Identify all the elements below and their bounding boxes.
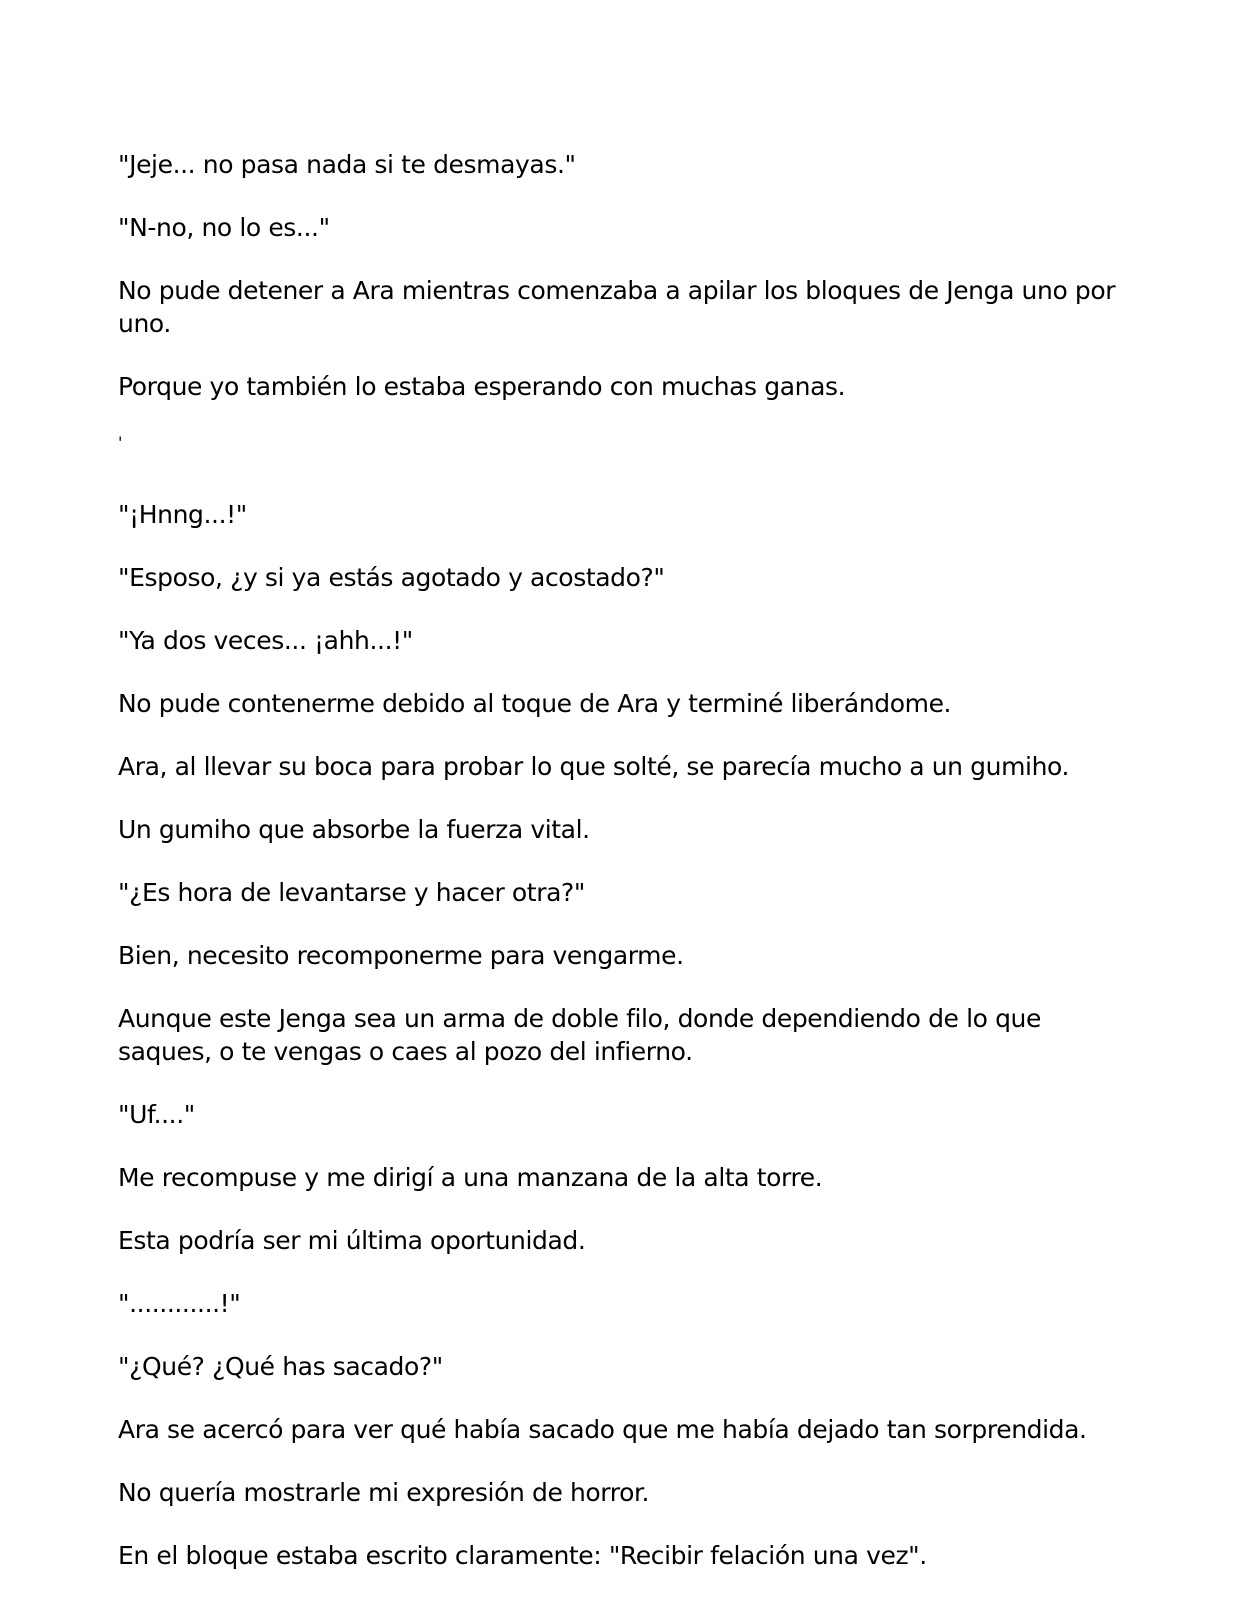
paragraph: No pude detener a Ara mientras comenzaba a apilar los bloques de Jenga uno por uno. bbox=[118, 276, 1123, 338]
paragraph: Un gumiho que absorbe la fuerza vital. bbox=[118, 815, 590, 844]
paragraph: Ara se acercó para ver qué había sacado que me había dejado tan sorprendida. bbox=[118, 1415, 1087, 1444]
paragraph: No quería mostrarle mi expresión de horror. bbox=[118, 1478, 650, 1507]
paragraph: No pude contenerme debido al toque de Ara y terminé liberándome. bbox=[118, 689, 952, 718]
paragraph: "Esposo, ¿y si ya estás agotado y acostado?" bbox=[118, 563, 665, 592]
paragraph: "¿Es hora de levantarse y hacer otra?" bbox=[118, 878, 585, 907]
paragraph: Bien, necesito recomponerme para vengarme. bbox=[118, 941, 684, 970]
paragraph: En el bloque estaba escrito claramente: "Recibir felación una vez". bbox=[118, 1541, 927, 1570]
paragraph: "¿Qué? ¿Qué has sacado?" bbox=[118, 1352, 443, 1381]
paragraph: Ara, al llevar su boca para probar lo que solté, se parecía mucho a un gumiho. bbox=[118, 752, 1070, 781]
paragraph: "N-no, no lo es..." bbox=[118, 213, 330, 242]
paragraph: "¡Hnng...!" bbox=[118, 500, 247, 529]
paragraph: "Uf...." bbox=[118, 1100, 195, 1129]
paragraph: "Jeje... no pasa nada si te desmayas." bbox=[118, 150, 576, 179]
paragraph: "............!" bbox=[118, 1289, 241, 1318]
stray-mark: ' bbox=[118, 433, 122, 452]
paragraph: Porque yo también lo estaba esperando con muchas ganas. bbox=[118, 372, 846, 401]
paragraph: Me recompuse y me dirigí a una manzana de la alta torre. bbox=[118, 1163, 823, 1192]
document-body bbox=[118, 148, 1128, 1602]
paragraph: Esta podría ser mi última oportunidad. bbox=[118, 1226, 586, 1255]
paragraph: Aunque este Jenga sea un arma de doble filo, donde dependiendo de lo que saques, o te vengas o caes al pozo del infierno. bbox=[118, 1004, 1049, 1066]
paragraph: "Ya dos veces... ¡ahh...!" bbox=[118, 626, 413, 655]
